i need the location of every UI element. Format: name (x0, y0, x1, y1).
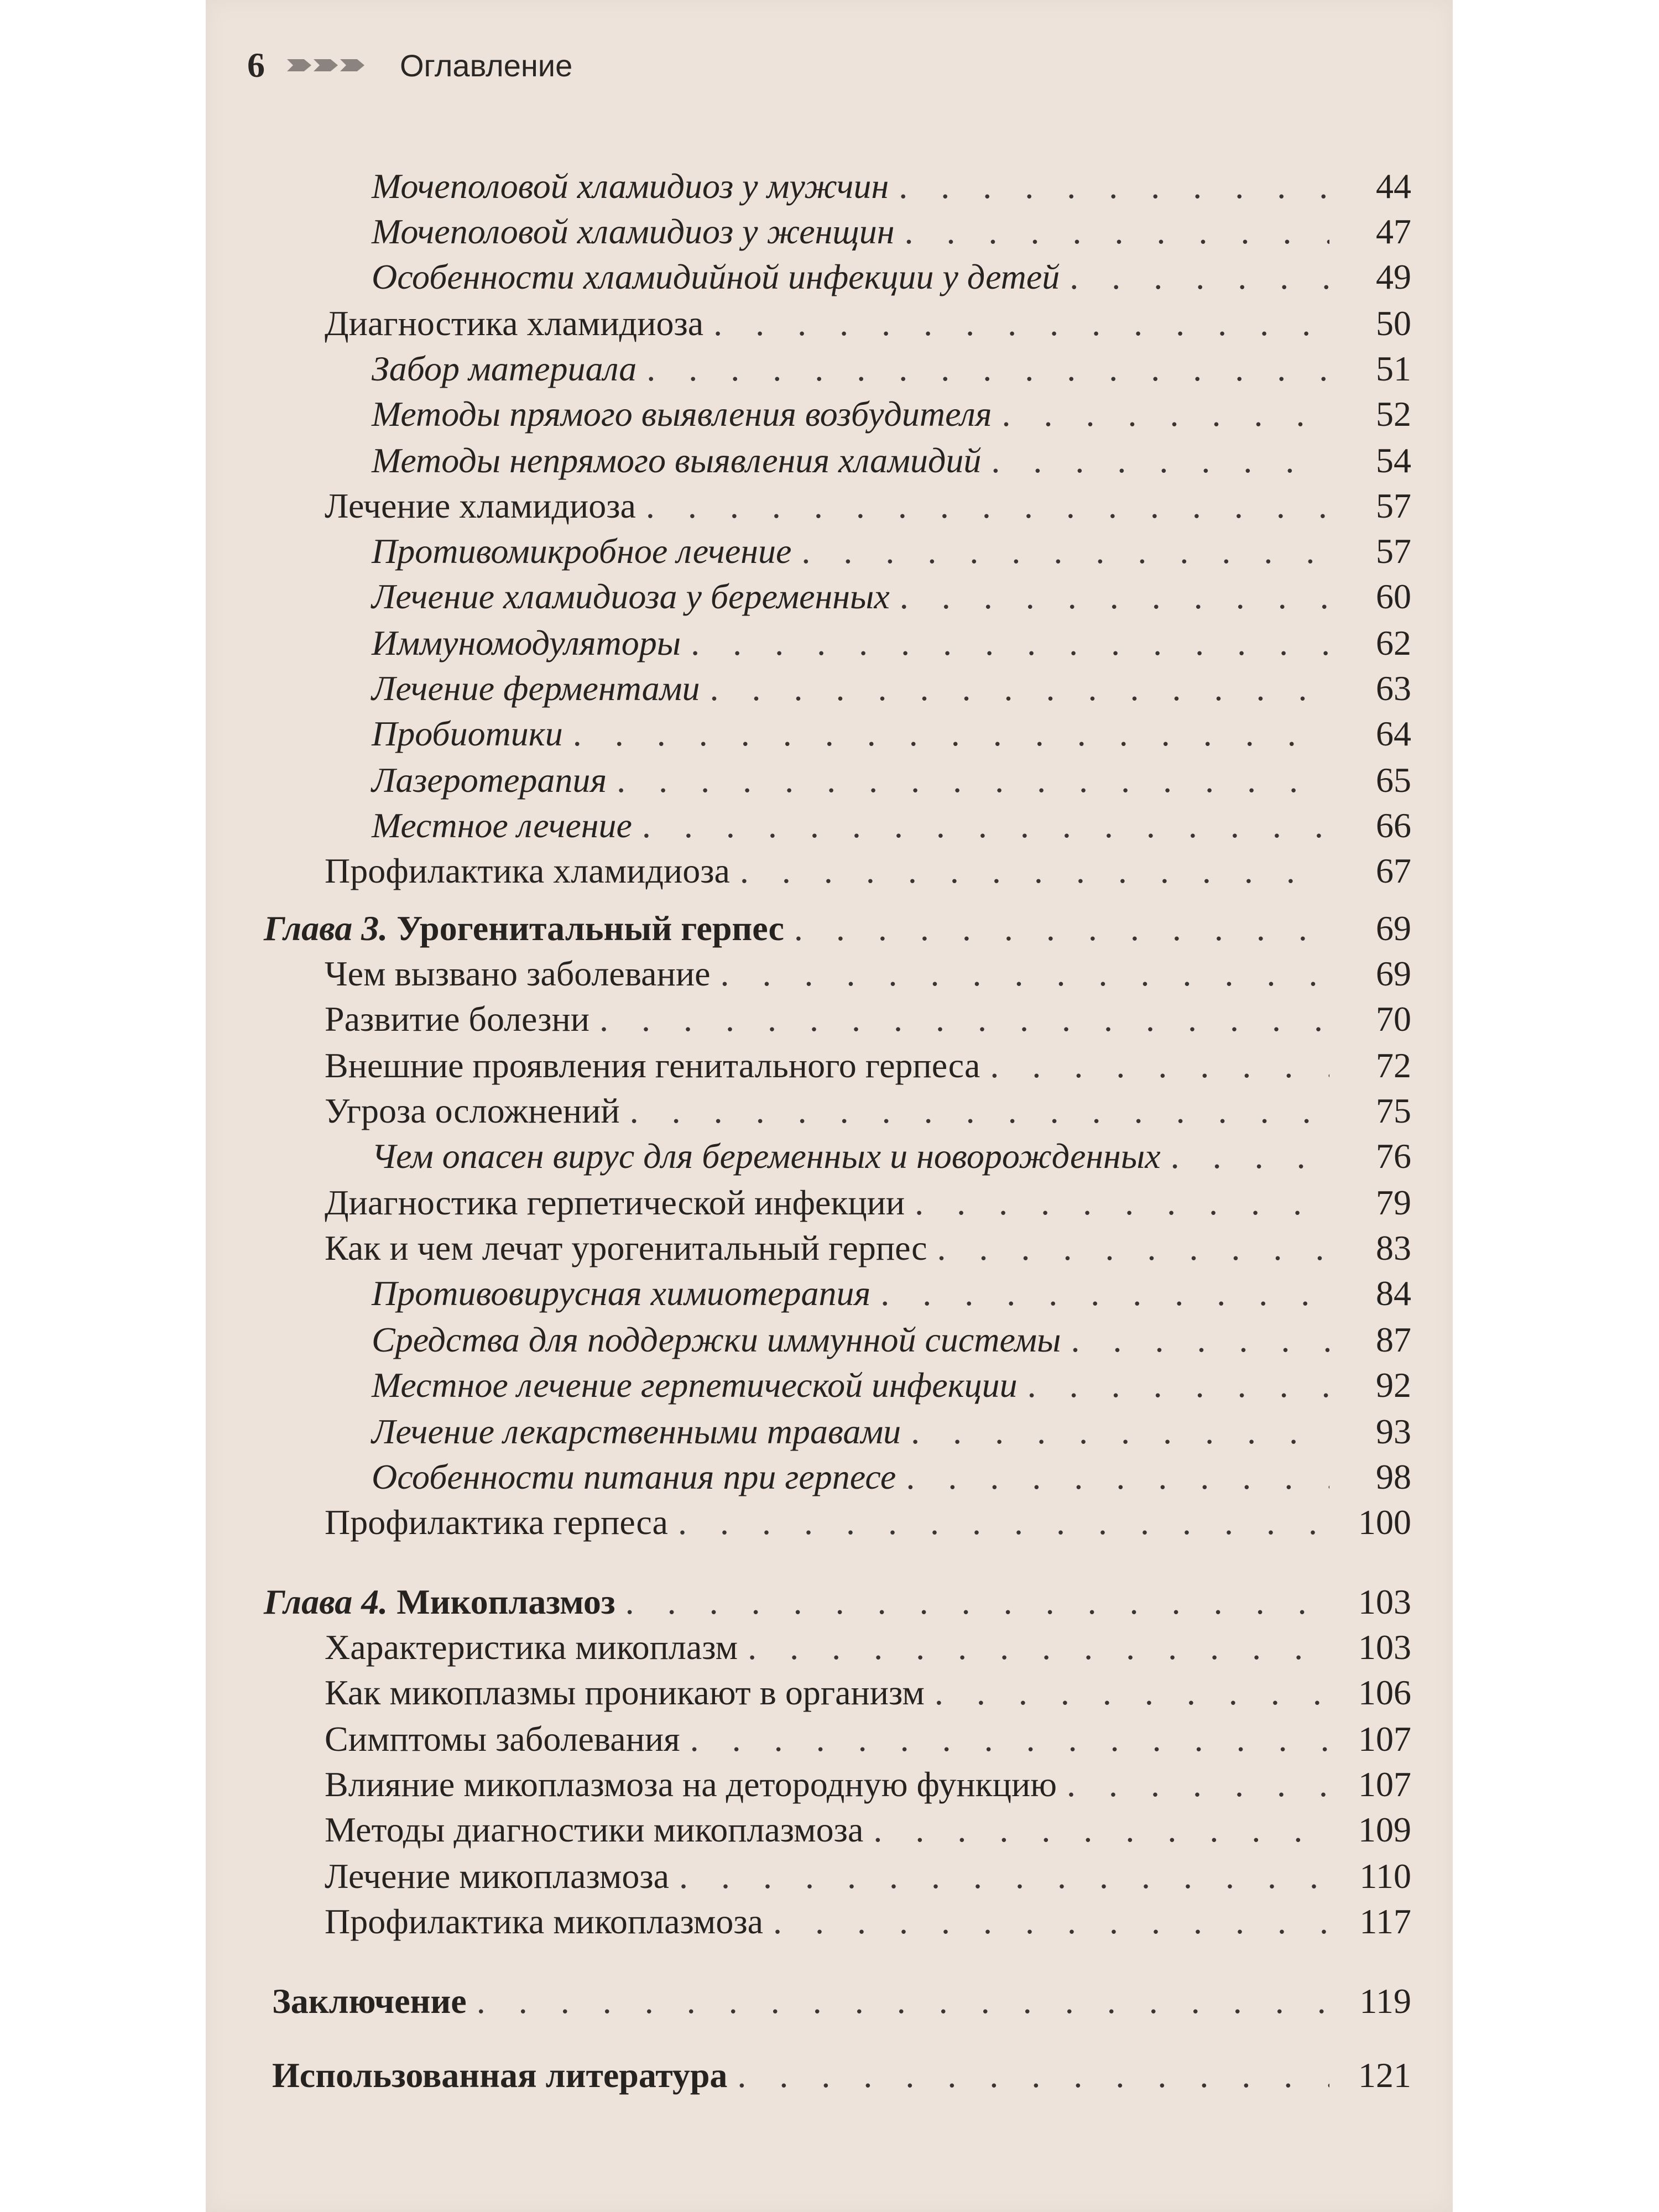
dot-leader (991, 440, 1329, 481)
entry-title-text: Симптомы заболевания (325, 1719, 680, 1759)
toc-entry (372, 394, 1411, 435)
toc-page-number: 66 (1376, 806, 1411, 845)
running-title: Оглавление (400, 48, 573, 83)
dot-leader (737, 2055, 1329, 2096)
toc-entry (325, 1856, 1411, 1897)
entry-title-text: Средства для поддержки иммунной системы (372, 1320, 1061, 1359)
toc-entry (372, 1411, 1411, 1452)
toc-page-number: 50 (1376, 304, 1411, 343)
dot-leader (630, 1091, 1329, 1131)
entry-title-text: Как микоплазмы проникают в организм (325, 1673, 925, 1712)
toc-entry-title (325, 303, 703, 344)
toc-entry (325, 1764, 1411, 1805)
toc-entry (325, 953, 1411, 994)
toc-entry (372, 1136, 1411, 1177)
dot-leader (625, 1582, 1329, 1623)
toc-entry-title (325, 1856, 669, 1897)
entry-title-text: Особенности питания при герпесе (372, 1457, 896, 1496)
toc-entry-title (372, 623, 681, 664)
toc-entry (372, 668, 1411, 709)
dot-leader (990, 1045, 1329, 1086)
entry-title-text: Противовирусная химиотерапия (372, 1274, 871, 1313)
toc-entry-title (372, 394, 992, 435)
entry-title-text: Развитие болезни (325, 999, 589, 1039)
toc-entry-title (372, 348, 637, 389)
dot-leader (678, 1502, 1329, 1543)
entry-title-text: Лечение лекарственными травами (372, 1412, 901, 1451)
toc-entry (325, 1502, 1411, 1543)
toc-entry (325, 1045, 1411, 1086)
page-number: 6 (247, 45, 265, 85)
entry-title-text: Методы диагностики микоплазмоза (325, 1810, 864, 1849)
toc-entry (372, 576, 1411, 617)
toc-entry-title (372, 1411, 901, 1452)
toc-page-number: 84 (1376, 1274, 1411, 1313)
dot-leader (935, 1672, 1329, 1713)
dot-leader (691, 623, 1329, 664)
dot-leader (906, 1457, 1329, 1498)
toc-entry (372, 531, 1411, 572)
toc-entry (325, 1719, 1411, 1760)
toc-page-number: 44 (1376, 166, 1411, 206)
entry-title-text: Характеристика микоплазм (325, 1627, 738, 1667)
toc-entry (325, 999, 1411, 1040)
toc-page-number: 121 (1358, 2056, 1411, 2095)
toc-page-number: 47 (1376, 212, 1411, 251)
toc-page-number: 52 (1376, 394, 1411, 434)
dot-leader (713, 303, 1329, 344)
toc-entry (372, 348, 1411, 389)
entry-title-text: Иммуномодуляторы (372, 623, 681, 662)
toc-entry-title (372, 166, 889, 207)
toc-entry (372, 257, 1411, 298)
toc-page-number: 70 (1376, 999, 1411, 1039)
dot-leader (900, 576, 1329, 617)
dot-leader (720, 953, 1329, 994)
toc-entry-title (325, 1764, 1057, 1805)
dot-leader (937, 1228, 1329, 1269)
toc-page-number: 67 (1376, 851, 1411, 890)
entry-title-text: Профилактика микоплазмоза (325, 1902, 764, 1941)
toc-entry-title (264, 908, 784, 949)
toc-entry (325, 1091, 1411, 1131)
dot-leader (801, 531, 1329, 572)
dot-leader (1071, 1319, 1329, 1360)
toc-entry (372, 440, 1411, 481)
entry-title-text: Местное лечение (372, 806, 632, 845)
dot-leader (573, 713, 1329, 754)
entry-title-text: Лечение хламидиоза (325, 486, 636, 525)
toc-entry (372, 1273, 1411, 1314)
entry-title-text: Использованная литература (272, 2056, 728, 2095)
dot-leader (899, 166, 1329, 207)
toc-page-number: 62 (1376, 623, 1411, 662)
toc-entry (325, 851, 1411, 891)
toc-page-number: 117 (1359, 1902, 1411, 1941)
toc-page-number: 57 (1376, 486, 1411, 525)
toc-entry (372, 623, 1411, 664)
toc-entry-title (372, 760, 607, 801)
dot-leader (1027, 1365, 1329, 1406)
entry-title-text: Внешние проявления генитального герпеса (325, 1046, 980, 1085)
dot-leader (617, 760, 1329, 801)
dot-leader (1067, 1764, 1329, 1805)
entry-title-text: Мочеполовой хламидиоз у мужчин (372, 166, 889, 206)
toc-entry-title (372, 576, 890, 617)
dot-leader (477, 1981, 1329, 2022)
entry-title-text: Мочеполовой хламидиоз у женщин (372, 212, 895, 251)
dot-leader (1002, 394, 1329, 435)
toc-entry (325, 1672, 1411, 1713)
dot-leader (679, 1856, 1329, 1897)
toc-entry-title (372, 1273, 870, 1314)
entry-title-text: Противомикробное лечение (372, 531, 792, 571)
entry-title-text: Профилактика герпеса (325, 1503, 668, 1542)
entry-title-text: Лечение микоплазмоза (325, 1856, 670, 1896)
entry-title-text: Местное лечение герпетической инфекции (372, 1365, 1018, 1405)
entry-title-text: Заключение (272, 1981, 467, 2021)
toc-chapter-entry (264, 1582, 1411, 1623)
toc-entry-title (372, 805, 632, 846)
toc-entry-title (372, 1319, 1061, 1360)
toc-entry (372, 713, 1411, 754)
entry-title-text: Лазеротерапия (372, 760, 607, 800)
toc-entry-title (325, 1091, 620, 1131)
toc-entry-title (372, 1457, 896, 1498)
toc-entry-title (325, 1719, 680, 1760)
toc-page-number: 83 (1376, 1228, 1411, 1267)
toc-entry-title (372, 1136, 1161, 1177)
entry-title-text: Лечение ферментами (372, 669, 700, 708)
toc-entry-title (372, 531, 791, 572)
dot-leader (690, 1719, 1329, 1760)
toc-page-number: 109 (1358, 1810, 1411, 1849)
entry-title-text: Микоплазмоз (397, 1582, 615, 1621)
toc-page-number: 54 (1376, 441, 1411, 480)
toc-page-number: 110 (1359, 1856, 1411, 1896)
entry-title-text: Чем вызвано заболевание (325, 954, 711, 993)
toc-entry (325, 1809, 1411, 1850)
toc-page-number: 119 (1359, 1981, 1411, 2021)
entry-title-text: Угроза осложнений (325, 1091, 620, 1130)
entry-title-text: Диагностика хламидиоза (325, 304, 704, 343)
toc-page-number: 75 (1376, 1091, 1411, 1130)
dot-leader (642, 805, 1329, 846)
dot-leader (748, 1627, 1329, 1668)
entry-title-text: Особенности хламидийной инфекции у детей (372, 257, 1060, 296)
dot-leader (599, 999, 1329, 1040)
toc-page-number: 72 (1376, 1046, 1411, 1085)
entry-title-text: Методы непрямого выявления хламидий (372, 441, 982, 480)
dot-leader (646, 348, 1329, 389)
dot-leader (710, 668, 1330, 709)
toc-page-number: 76 (1376, 1136, 1411, 1176)
dot-leader (646, 486, 1329, 526)
toc-entry (272, 2055, 1411, 2096)
toc-entry-title (264, 1582, 615, 1623)
toc-page-number: 69 (1376, 909, 1411, 948)
toc-page-number: 107 (1358, 1719, 1411, 1759)
entry-title-text: Пробиотики (372, 714, 563, 753)
chapter-number: Глава 4. (264, 1582, 388, 1621)
toc-entry-title (325, 1045, 980, 1086)
toc-entry-title (372, 257, 1060, 298)
toc-entry (372, 1457, 1411, 1498)
entry-title-text: Забор материала (372, 349, 637, 388)
toc-entry-title (372, 211, 894, 252)
toc-page-number: 103 (1358, 1627, 1411, 1667)
toc-entry-title (325, 1502, 668, 1543)
dot-leader (740, 851, 1329, 891)
toc-entry-title (372, 440, 981, 481)
entry-title-text: Методы прямого выявления возбудителя (372, 394, 992, 434)
toc-page-number: 57 (1376, 531, 1411, 571)
toc-entry (372, 805, 1411, 846)
entry-title-text: Урогенитальный герпес (397, 909, 784, 948)
entry-title-text: Диагностика герпетической инфекции (325, 1183, 905, 1222)
toc-entry-title (325, 953, 710, 994)
table-of-contents (206, 0, 1453, 2212)
toc-entry (325, 303, 1411, 344)
toc-page-number: 49 (1376, 257, 1411, 296)
toc-entry-title (325, 851, 730, 891)
toc-page-number: 100 (1358, 1503, 1411, 1542)
chapter-number: Глава 3. (264, 909, 388, 948)
toc-page-number: 65 (1376, 760, 1411, 800)
toc-entry-title (272, 2055, 727, 2096)
toc-entry-title (325, 486, 636, 526)
toc-page-number: 64 (1376, 714, 1411, 753)
toc-entry-title (325, 999, 589, 1040)
toc-page-number: 103 (1358, 1582, 1411, 1621)
entry-title-text: Влияние микоплазмоза на детородную функцию (325, 1765, 1057, 1804)
toc-entry (372, 166, 1411, 207)
toc-entry (325, 1182, 1411, 1223)
toc-entry-title (325, 1672, 925, 1713)
dot-leader (1070, 257, 1329, 298)
dot-leader (915, 1182, 1329, 1223)
toc-page-number: 60 (1376, 577, 1411, 616)
toc-entry (372, 211, 1411, 252)
toc-page-number: 106 (1358, 1673, 1411, 1712)
entry-title-text: Как и чем лечат урогенитальный герпес (325, 1228, 927, 1267)
toc-entry (372, 1319, 1411, 1360)
dot-leader (880, 1273, 1329, 1314)
toc-entry (325, 1901, 1411, 1942)
toc-page-number: 93 (1376, 1412, 1411, 1451)
toc-page-number: 51 (1376, 349, 1411, 388)
toc-entry-title (325, 1809, 863, 1850)
toc-entry (325, 1627, 1411, 1668)
dot-leader (1171, 1136, 1329, 1177)
toc-entry (272, 1981, 1411, 2022)
toc-entry-title (325, 1182, 905, 1223)
entry-title-text: Чем опасен вирус для беременных и новорожденных (372, 1136, 1161, 1176)
toc-page-number: 107 (1358, 1765, 1411, 1804)
entry-title-text: Лечение хламидиоза у беременных (372, 577, 890, 616)
dot-leader (873, 1809, 1329, 1850)
toc-entry-title (325, 1228, 927, 1269)
toc-chapter-entry (264, 908, 1411, 949)
toc-entry-title (325, 1627, 738, 1668)
toc-entry (325, 486, 1411, 526)
dot-leader (911, 1411, 1329, 1452)
dot-leader (904, 211, 1329, 252)
toc-entry (372, 1365, 1411, 1406)
toc-entry-title (272, 1981, 467, 2022)
toc-page-number: 92 (1376, 1365, 1411, 1405)
toc-entry-title (372, 1365, 1018, 1406)
entry-title-text: Профилактика хламидиоза (325, 851, 730, 890)
toc-page-number: 79 (1376, 1183, 1411, 1222)
toc-entry (325, 1228, 1411, 1269)
toc-entry-title (325, 1901, 763, 1942)
toc-entry (372, 760, 1411, 801)
toc-page-number: 69 (1376, 954, 1411, 993)
book-page (206, 0, 1453, 2212)
dot-leader (794, 908, 1329, 949)
toc-entry-title (372, 668, 700, 709)
toc-page-number: 98 (1376, 1457, 1411, 1496)
toc-page-number: 87 (1376, 1320, 1411, 1359)
toc-entry-title (372, 713, 563, 754)
toc-page-number: 63 (1376, 669, 1411, 708)
dot-leader (773, 1901, 1329, 1942)
